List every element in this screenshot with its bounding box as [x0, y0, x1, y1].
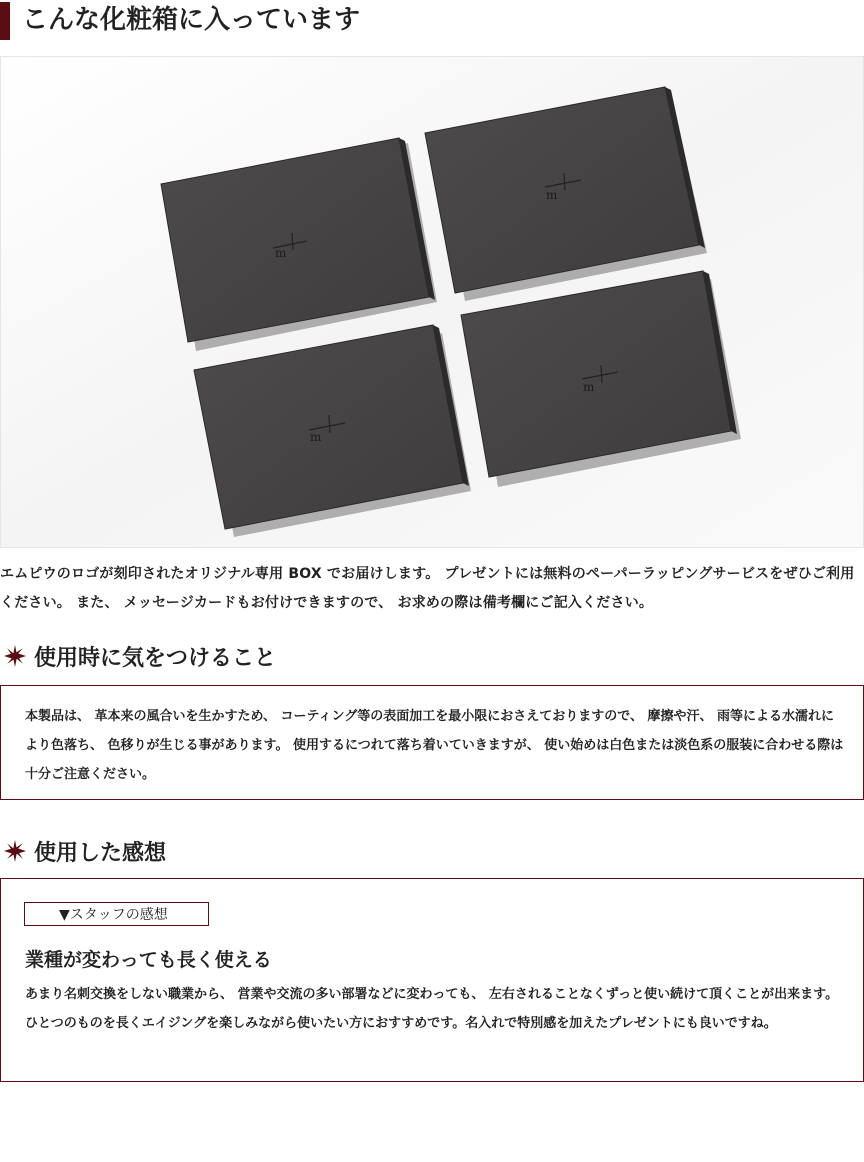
review-box [0, 878, 864, 1082]
main-heading [0, 0, 864, 40]
intro-text: エムピウのロゴが刻印されたオリジナル専用 BOX でお届けします。 プレゼントには無料のペーパーラッピングサービスをぜひご利用ください。 また、 メッセージカードもお付けできますので、 お求めの際は備考欄にご記入ください。 [0, 566, 855, 611]
svg-text:m: m [275, 246, 287, 260]
star-burst-icon [4, 645, 26, 667]
review-heading [4, 834, 864, 868]
staff-review-label: ▼スタッフの感想 [24, 902, 209, 926]
svg-text:m: m [310, 430, 322, 444]
review-headline: 業種が変わっても長く使える [25, 949, 272, 971]
caution-box [0, 685, 864, 800]
review-body: あまり名刺交換をしない職業から、 営業や交流の多い部署などに変わっても、 左右されることなくずっと使い続けて頂くことが出来ます。ひとつのものを長くエイジングを楽しみながら使いたい方におすすめです。名入れで特別感を加えたプレゼントにも良いですね。 [25, 987, 839, 1031]
star-burst-icon [4, 840, 26, 862]
product-photo [0, 56, 864, 548]
gift-boxes-illustration [1, 57, 863, 547]
caution-title: 使用時に気をつけること [34, 644, 277, 671]
svg-text:m: m [546, 188, 558, 202]
review-title: 使用した感想 [34, 839, 167, 866]
caution-heading [4, 639, 864, 673]
page-title: こんな化粧箱に入っています [22, 5, 361, 35]
heading-accent-bar [0, 2, 10, 40]
svg-text:m: m [583, 380, 595, 394]
caution-body: 本製品は、 革本来の風合いを生かすため、 コーティング等の表面加工を最小限におさえておりますので、 摩擦や汗、 雨等による水濡れにより色落ち、 色移りが生じる事があります。 使用するにつれて落ち着いていきますが、 使い始めは白色または淡色系の服装に合わせる際は十分ご注意ください。 [25, 709, 844, 782]
